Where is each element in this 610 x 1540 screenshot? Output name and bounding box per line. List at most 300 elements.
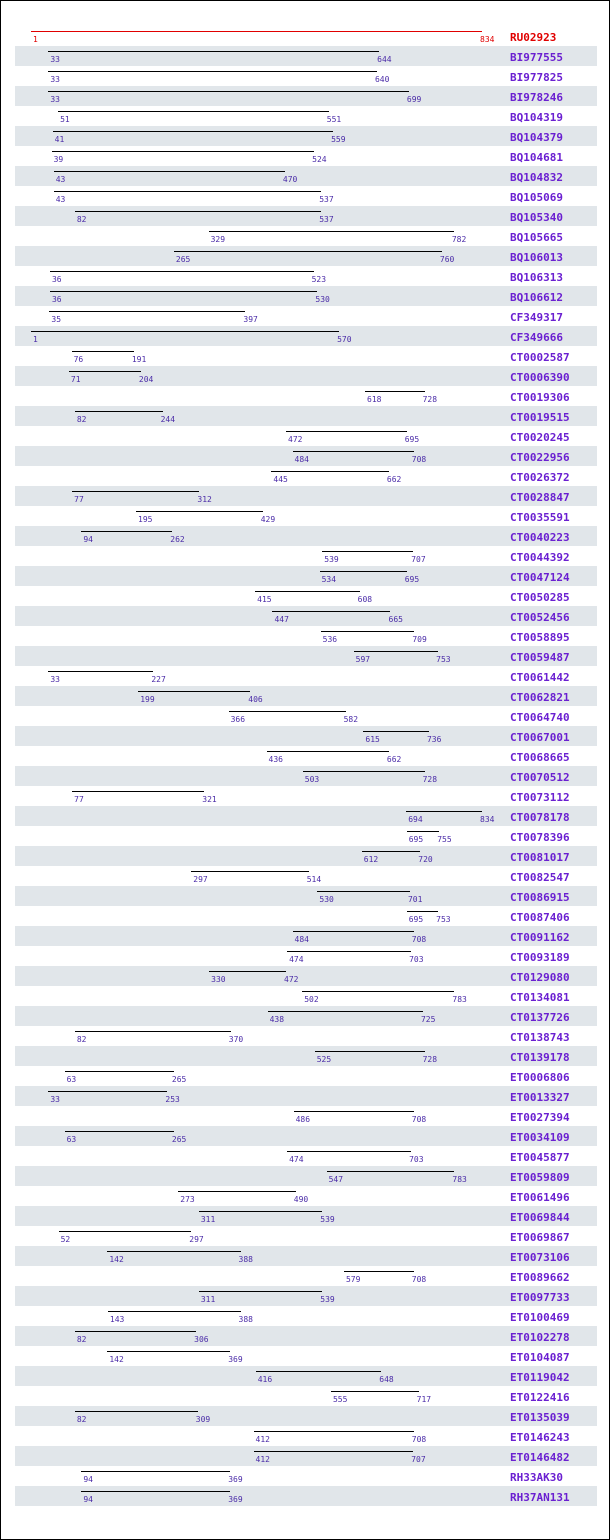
span-start-number: 94 (83, 1475, 93, 1484)
alignment-span-line (72, 491, 199, 492)
alignment-row (15, 646, 597, 666)
sequence-label-link[interactable]: CF349666 (510, 331, 563, 344)
sequence-label-link[interactable]: CT0052456 (510, 611, 570, 624)
span-end-number: 644 (377, 55, 392, 64)
alignment-row (15, 46, 597, 66)
alignment-row (15, 106, 597, 126)
sequence-label-link[interactable]: CT0019306 (510, 391, 570, 404)
alignment-row (15, 286, 597, 306)
span-start-number: 94 (83, 535, 93, 544)
alignment-row (15, 966, 597, 986)
alignment-span-line (54, 191, 321, 192)
span-start-number: 329 (210, 235, 226, 244)
alignment-row (15, 826, 597, 846)
span-start-number: 445 (273, 475, 288, 484)
sequence-label-link[interactable]: CT0070512 (510, 771, 570, 784)
alignment-row (15, 1486, 597, 1506)
span-start-number: 311 (200, 1295, 216, 1304)
alignment-span-line (53, 131, 333, 132)
sequence-label-link[interactable]: BQ104319 (510, 111, 563, 124)
span-start-number: 33 (50, 75, 60, 84)
span-start-number: 502 (304, 995, 319, 1004)
span-start-number: 503 (304, 775, 320, 784)
span-end-number: 760 (439, 255, 455, 264)
alignment-span-line (48, 1091, 167, 1092)
alignment-row (15, 1206, 597, 1226)
span-start-number: 597 (355, 655, 371, 664)
span-start-number: 82 (76, 415, 87, 424)
span-end-number: 388 (238, 1255, 253, 1264)
span-end-number: 406 (248, 695, 263, 704)
alignment-row (15, 1366, 597, 1386)
span-start-number: 36 (51, 295, 62, 304)
sequence-label-link[interactable]: CT0026372 (510, 471, 570, 484)
alignment-row (15, 586, 597, 606)
span-start-number: 82 (76, 1035, 87, 1044)
sequence-label-link[interactable]: CT0091162 (510, 931, 570, 944)
alignment-row (15, 906, 597, 926)
alignment-row (15, 986, 597, 1006)
span-end-number: 312 (197, 495, 212, 504)
sequence-label-link[interactable]: ET0146482 (510, 1451, 570, 1464)
sequence-label-link[interactable]: ET0097733 (510, 1291, 570, 1304)
span-start-number: 412 (255, 1455, 270, 1464)
span-end-number: 640 (374, 75, 390, 84)
span-end-number: 753 (436, 655, 451, 664)
span-end-number: 369 (228, 1495, 243, 1504)
span-end-number: 703 (409, 1155, 424, 1164)
alignment-row (15, 886, 597, 906)
span-end-number: 708 (411, 455, 427, 464)
sequence-label-link[interactable]: BQ105665 (510, 231, 563, 244)
alignment-span-line (75, 1031, 231, 1032)
alignment-span-line (406, 811, 482, 812)
alignment-row (15, 1386, 597, 1406)
alignment-row (15, 726, 597, 746)
alignment-span-line (315, 1051, 425, 1052)
alignment-row (15, 1346, 597, 1366)
alignment-row (15, 246, 597, 266)
alignment-span-line (293, 451, 414, 452)
alignment-row (15, 766, 597, 786)
span-end-number: 297 (189, 1235, 204, 1244)
alignment-row (15, 606, 597, 626)
alignment-row (15, 1166, 597, 1186)
sequence-label-link[interactable]: ET0146243 (510, 1431, 570, 1444)
sequence-label-link[interactable]: ET0100469 (510, 1311, 570, 1324)
span-end-number: 551 (326, 115, 342, 124)
span-start-number: 33 (50, 1095, 60, 1104)
sequence-label-link[interactable]: CF349317 (510, 311, 563, 324)
alignment-row (15, 1446, 597, 1466)
span-start-number: 615 (365, 735, 380, 744)
span-end-number: 834 (480, 35, 495, 44)
alignment-row (15, 1426, 597, 1446)
span-end-number: 244 (160, 415, 176, 424)
alignment-row (15, 426, 597, 446)
span-start-number: 547 (328, 1175, 344, 1184)
alignment-span-line (362, 851, 420, 852)
alignment-row (15, 406, 597, 426)
alignment-span-line (286, 431, 407, 432)
span-start-number: 265 (175, 255, 191, 264)
alignment-span-line (54, 171, 285, 172)
sequence-label-link[interactable]: ET0104087 (510, 1351, 570, 1364)
span-start-number: 82 (76, 215, 87, 224)
span-start-number: 438 (269, 1015, 285, 1024)
alignment-row (15, 786, 597, 806)
span-start-number: 530 (319, 895, 334, 904)
span-end-number: 707 (411, 555, 426, 564)
span-end-number: 695 (404, 435, 420, 444)
span-end-number: 539 (320, 1295, 335, 1304)
sequence-label-link[interactable]: ET0027394 (510, 1111, 570, 1124)
alignment-row (15, 946, 597, 966)
alignment-span-line (48, 91, 409, 92)
span-start-number: 695 (408, 915, 424, 924)
sequence-label-link[interactable]: ET0073106 (510, 1251, 570, 1264)
span-start-number: 36 (51, 275, 62, 284)
alignment-rows (1, 1, 609, 1539)
span-end-number: 397 (243, 315, 258, 324)
alignment-row (15, 466, 597, 486)
alignment-row (15, 1006, 597, 1026)
alignment-row (15, 446, 597, 466)
sequence-label-link[interactable]: RH33AK30 (510, 1471, 563, 1484)
alignment-row (15, 146, 597, 166)
sequence-label-link[interactable]: CT0137726 (510, 1011, 570, 1024)
alignment-span-line (69, 371, 141, 372)
span-start-number: 199 (140, 695, 155, 704)
reference-label-link[interactable]: RU02923 (510, 31, 557, 44)
span-end-number: 834 (480, 815, 495, 824)
sequence-label-link[interactable]: CT0061442 (510, 671, 570, 684)
span-end-number: 265 (171, 1075, 187, 1084)
sequence-label-link[interactable]: CT0035591 (510, 511, 570, 524)
span-end-number: 253 (165, 1095, 180, 1104)
alignment-row (15, 686, 597, 706)
sequence-label-link[interactable]: CT0059487 (510, 651, 570, 664)
sequence-label-link[interactable]: BQ106013 (510, 251, 563, 264)
span-start-number: 474 (289, 955, 304, 964)
alignment-row (15, 66, 597, 86)
span-end-number: 370 (228, 1035, 244, 1044)
alignment-span-line (255, 591, 359, 592)
span-end-number: 728 (422, 775, 438, 784)
sequence-label-link[interactable]: CT0068665 (510, 751, 570, 764)
span-start-number: 539 (324, 555, 339, 564)
span-end-number: 514 (306, 875, 322, 884)
sequence-label-link[interactable]: CT0047124 (510, 571, 570, 584)
alignment-span-line (344, 1271, 414, 1272)
span-start-number: 447 (274, 615, 289, 624)
span-end-number: 708 (411, 1435, 427, 1444)
span-end-number: 753 (436, 915, 451, 924)
sequence-label-link[interactable]: BQ104832 (510, 171, 563, 184)
alignment-span-line (81, 531, 172, 532)
span-end-number: 388 (238, 1315, 253, 1324)
alignment-span-line (407, 831, 439, 832)
alignment-span-line (178, 1191, 295, 1192)
span-start-number: 142 (109, 1355, 124, 1364)
span-start-number: 695 (408, 835, 424, 844)
alignment-span-line (199, 1211, 322, 1212)
span-end-number: 369 (228, 1475, 243, 1484)
alignment-row (15, 166, 597, 186)
alignment-span-line (75, 211, 321, 212)
span-start-number: 43 (55, 195, 66, 204)
span-start-number: 33 (50, 675, 60, 684)
span-start-number: 555 (332, 1395, 348, 1404)
sequence-label-link[interactable]: ET0122416 (510, 1391, 570, 1404)
alignment-row (15, 1406, 597, 1426)
span-start-number: 82 (76, 1335, 87, 1344)
span-end-number: 728 (422, 395, 438, 404)
sequence-label-link[interactable]: ET0135039 (510, 1411, 570, 1424)
span-end-number: 736 (426, 735, 442, 744)
span-start-number: 41 (54, 135, 65, 144)
sequence-label-link[interactable]: BQ106313 (510, 271, 563, 284)
alignment-span-line (58, 111, 329, 112)
sequence-label-link[interactable]: BI977825 (510, 71, 563, 84)
span-start-number: 415 (257, 595, 272, 604)
sequence-label-link[interactable]: ET0069867 (510, 1231, 570, 1244)
alignment-span-line (136, 511, 263, 512)
span-end-number: 665 (388, 615, 403, 624)
alignment-span-line (75, 411, 163, 412)
span-end-number: 309 (195, 1415, 211, 1424)
alignment-span-line (320, 571, 407, 572)
alignment-span-line (272, 611, 390, 612)
span-start-number: 525 (316, 1055, 332, 1064)
alignment-span-line (268, 1011, 423, 1012)
sequence-label-link[interactable]: CT0064740 (510, 711, 570, 724)
sequence-label-link[interactable]: ET0034109 (510, 1131, 570, 1144)
sequence-label-link[interactable]: ET0089662 (510, 1271, 570, 1284)
span-end-number: 701 (407, 895, 423, 904)
span-start-number: 618 (367, 395, 382, 404)
span-start-number: 486 (295, 1115, 311, 1124)
sequence-label-link[interactable]: ET0059809 (510, 1171, 570, 1184)
alignment-span-line (365, 391, 425, 392)
sequence-label-link[interactable]: CT0073112 (510, 791, 570, 804)
span-start-number: 77 (74, 495, 84, 504)
alignment-span-line (72, 791, 204, 792)
sequence-label-link[interactable]: BQ104379 (510, 131, 563, 144)
alignment-row (15, 506, 597, 526)
alignment-span-line (293, 931, 414, 932)
alignment-row (15, 866, 597, 886)
sequence-label-link[interactable]: BQ105069 (510, 191, 563, 204)
alignment-span-line (191, 871, 308, 872)
sequence-label-link[interactable]: CT0082547 (510, 871, 570, 884)
span-end-number: 204 (138, 375, 154, 384)
alignment-span-line (48, 51, 379, 52)
sequence-label-link[interactable]: CT0129080 (510, 971, 570, 984)
sequence-label-link[interactable]: CT0050285 (510, 591, 570, 604)
span-start-number: 297 (193, 875, 208, 884)
sequence-label-link[interactable]: ET0013327 (510, 1091, 570, 1104)
alignment-row (15, 266, 597, 286)
span-start-number: 311 (200, 1215, 216, 1224)
span-end-number: 648 (379, 1375, 394, 1384)
alignment-span-line (294, 1111, 414, 1112)
alignment-span-line (107, 1351, 230, 1352)
alignment-row (15, 1046, 597, 1066)
alignment-span-line (108, 1311, 241, 1312)
span-start-number: 484 (294, 935, 309, 944)
alignment-row (15, 1066, 597, 1086)
span-end-number: 530 (315, 295, 330, 304)
alignment-span-line (287, 951, 411, 952)
sequence-label-link[interactable]: ET0045877 (510, 1151, 570, 1164)
span-end-number: 582 (343, 715, 359, 724)
alignment-row (15, 306, 597, 326)
sequence-label-link[interactable]: CT0067001 (510, 731, 570, 744)
alignment-span-line (287, 1151, 411, 1152)
sequence-label-link[interactable]: CT0019515 (510, 411, 570, 424)
sequence-label-link[interactable]: CT0078178 (510, 811, 570, 824)
sequence-label-link[interactable]: CT0138743 (510, 1031, 570, 1044)
span-end-number: 369 (228, 1355, 243, 1364)
alignment-span-line (59, 1231, 192, 1232)
span-start-number: 39 (53, 155, 64, 164)
sequence-label-link[interactable]: BQ105340 (510, 211, 563, 224)
alignment-span-line (81, 1471, 230, 1472)
span-end-number: 539 (320, 1215, 335, 1224)
sequence-label-link[interactable]: CT0040223 (510, 531, 570, 544)
alignment-row (15, 846, 597, 866)
sequence-label-link[interactable]: ET0061496 (510, 1191, 570, 1204)
sequence-label-link[interactable]: ET0119042 (510, 1371, 570, 1384)
alignment-span-line (49, 311, 245, 312)
alignment-row (15, 566, 597, 586)
alignment-span-line (271, 471, 388, 472)
span-start-number: 142 (109, 1255, 124, 1264)
span-start-number: 77 (74, 795, 84, 804)
alignment-span-line (229, 711, 346, 712)
alignment-span-line (322, 551, 413, 552)
sequence-label-link[interactable]: CT0058895 (510, 631, 570, 644)
span-end-number: 708 (411, 1115, 427, 1124)
sequence-label-link[interactable]: CT0087406 (510, 911, 570, 924)
span-start-number: 143 (109, 1315, 125, 1324)
span-start-number: 195 (138, 515, 153, 524)
sequence-label-link[interactable]: CT0062821 (510, 691, 570, 704)
alignment-row (15, 1106, 597, 1126)
alignment-row (15, 1126, 597, 1146)
span-end-number: 662 (386, 475, 402, 484)
alignment-span-line (48, 671, 153, 672)
alignment-row (15, 746, 597, 766)
span-start-number: 412 (255, 1435, 270, 1444)
sequence-label-link[interactable]: ET0102278 (510, 1331, 570, 1344)
alignment-row (15, 1286, 597, 1306)
span-end-number: 321 (202, 795, 217, 804)
alignment-span-line (267, 751, 389, 752)
alignment-row (15, 486, 597, 506)
sequence-label-link[interactable]: BI977555 (510, 51, 563, 64)
span-end-number: 707 (411, 1455, 426, 1464)
span-end-number: 191 (131, 355, 147, 364)
alignment-span-line (302, 991, 454, 992)
alignment-row (15, 626, 597, 646)
sequence-label-link[interactable]: CT0020245 (510, 431, 570, 444)
span-start-number: 51 (60, 115, 70, 124)
span-end-number: 783 (452, 995, 467, 1004)
sequence-label-link[interactable]: CT0028847 (510, 491, 570, 504)
alignment-span-line (254, 1431, 414, 1432)
sequence-label-link[interactable]: CT0006390 (510, 371, 570, 384)
alignment-row (15, 1326, 597, 1346)
alignment-span-line (303, 771, 425, 772)
sequence-label-link[interactable]: CT0022956 (510, 451, 570, 464)
span-end-number: 717 (416, 1395, 432, 1404)
alignment-span-line (75, 1411, 198, 1412)
span-start-number: 612 (363, 855, 379, 864)
sequence-label-link[interactable]: RH37AN131 (510, 1491, 570, 1504)
alignment-row (15, 1246, 597, 1266)
span-start-number: 474 (289, 1155, 304, 1164)
span-end-number: 709 (412, 635, 427, 644)
alignment-span-line (52, 151, 315, 152)
sequence-label-link[interactable]: BI978246 (510, 91, 563, 104)
span-end-number: 783 (452, 1175, 467, 1184)
alignment-row (15, 1466, 597, 1486)
span-end-number: 703 (409, 955, 424, 964)
span-start-number: 52 (60, 1235, 71, 1244)
span-end-number: 708 (411, 1275, 427, 1284)
alignment-row (15, 226, 597, 246)
alignment-row (15, 186, 597, 206)
span-end-number: 306 (194, 1335, 209, 1344)
reference-row (15, 26, 597, 46)
alignment-row (15, 806, 597, 826)
span-end-number: 537 (319, 215, 334, 224)
sequence-label-link[interactable]: ET0006806 (510, 1071, 570, 1084)
span-start-number: 35 (51, 315, 62, 324)
span-end-number: 559 (331, 135, 346, 144)
sequence-label-link[interactable]: ET0069844 (510, 1211, 570, 1224)
alignment-span-line (65, 1071, 174, 1072)
sequence-label-link[interactable]: CT0086915 (510, 891, 570, 904)
span-end-number: 524 (312, 155, 327, 164)
sequence-label-link[interactable]: CT0081017 (510, 851, 570, 864)
sequence-label-link[interactable]: CT0093189 (510, 951, 570, 964)
reference-span-line (31, 31, 482, 32)
span-start-number: 330 (211, 975, 226, 984)
sequence-label-link[interactable]: CT0134081 (510, 991, 570, 1004)
alignment-row (15, 386, 597, 406)
sequence-label-link[interactable]: CT0044392 (510, 551, 570, 564)
span-end-number: 720 (418, 855, 433, 864)
span-start-number: 416 (257, 1375, 273, 1384)
alignment-row (15, 346, 597, 366)
alignment-row (15, 1146, 597, 1166)
span-start-number: 694 (408, 815, 423, 824)
sequence-label-link[interactable]: CT0002587 (510, 351, 570, 364)
sequence-label-link[interactable]: CT0139178 (510, 1051, 570, 1064)
alignment-row (15, 546, 597, 566)
alignment-row (15, 326, 597, 346)
alignment-span-line (50, 291, 317, 292)
sequence-label-link[interactable]: CT0078396 (510, 831, 570, 844)
alignment-span-line (75, 1331, 196, 1332)
span-start-number: 436 (268, 755, 283, 764)
sequence-label-link[interactable]: BQ104681 (510, 151, 563, 164)
sequence-label-link[interactable]: BQ106612 (510, 291, 563, 304)
span-end-number: 523 (311, 275, 327, 284)
